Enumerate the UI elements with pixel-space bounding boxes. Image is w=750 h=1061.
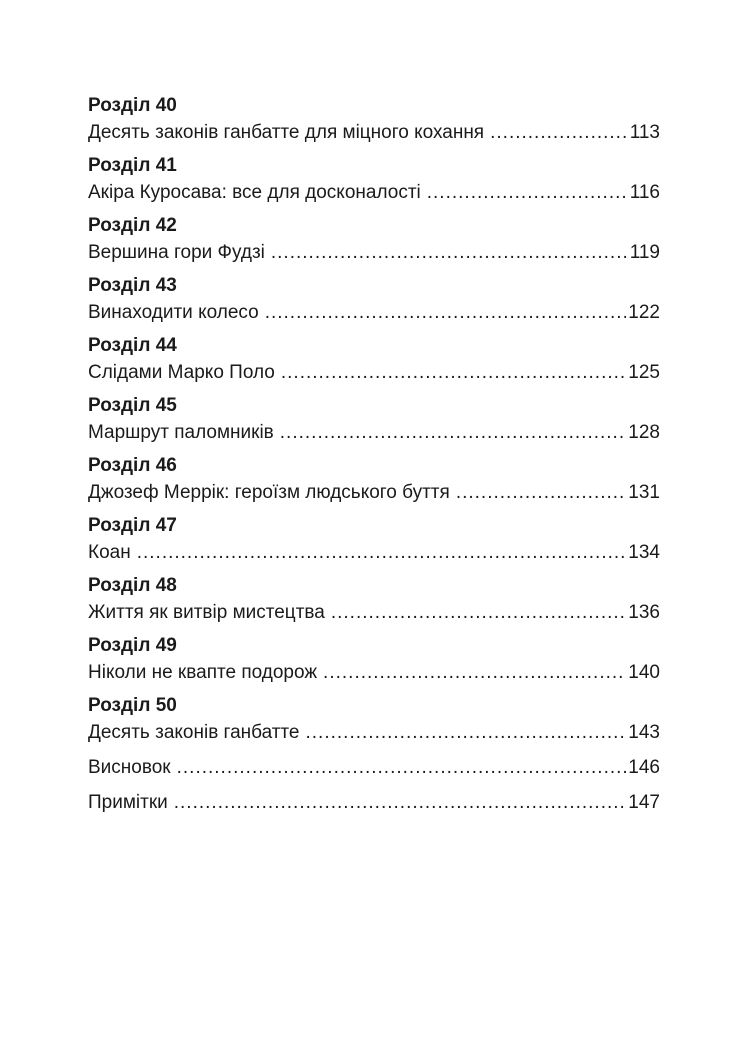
entry-title: Десять законів ганбатте для міцного кохання [88, 122, 485, 143]
chapter-heading: Розділ 45 [88, 395, 177, 416]
entry-title: Вершина гори Фудзі [88, 242, 265, 263]
toc-entry[interactable] [88, 119, 660, 146]
page-number: 134 [628, 542, 660, 563]
toc-entry[interactable] [88, 239, 660, 266]
page-number: 122 [628, 302, 660, 323]
dot-leader [490, 119, 628, 146]
chapter-heading: Розділ 43 [88, 275, 177, 296]
toc-entry-conclusion[interactable] [88, 754, 660, 781]
page-number: 143 [628, 722, 660, 743]
chapter-heading: Розділ 40 [88, 95, 177, 116]
chapter-heading: Розділ 47 [88, 515, 177, 536]
entry-title: Життя як витвір мистецтва [88, 602, 325, 623]
dot-leader [174, 789, 627, 816]
toc-entry-notes[interactable] [88, 789, 660, 816]
chapter-heading: Розділ 46 [88, 455, 177, 476]
chapter-heading: Розділ 48 [88, 575, 177, 596]
page-number: 147 [628, 792, 660, 813]
entry-title: Висновок [88, 757, 171, 778]
chapter-heading: Розділ 41 [88, 155, 177, 176]
dot-leader [427, 179, 628, 206]
toc-chapter-41 [88, 152, 660, 206]
chapter-heading: Розділ 44 [88, 335, 177, 356]
entry-title: Винаходити колесо [88, 302, 259, 323]
entry-title: Маршрут паломників [88, 422, 274, 443]
page-number: 116 [629, 182, 660, 203]
dot-leader [456, 479, 626, 506]
entry-title: Акіра Куросава: все для досконалості [88, 182, 421, 203]
dot-leader [265, 299, 627, 326]
chapter-heading: Розділ 42 [88, 215, 177, 236]
table-of-contents [88, 92, 660, 824]
dot-leader [281, 359, 626, 386]
toc-chapter-45 [88, 392, 660, 446]
entry-title: Джозеф Меррік: героїзм людського буття [88, 482, 450, 503]
toc-chapter-46 [88, 452, 660, 506]
toc-entry[interactable] [88, 299, 660, 326]
page-number: 113 [629, 122, 660, 143]
toc-chapter-40 [88, 92, 660, 146]
page-number: 140 [628, 662, 660, 683]
page-number: 119 [629, 242, 660, 263]
toc-chapter-50 [88, 692, 660, 746]
page-number: 146 [628, 757, 660, 778]
dot-leader [331, 599, 626, 626]
toc-chapter-49 [88, 632, 660, 686]
dot-leader [137, 539, 627, 566]
page-number: 128 [628, 422, 660, 443]
entry-title: Примітки [88, 792, 168, 813]
toc-entry[interactable] [88, 659, 660, 686]
toc-chapter-42 [88, 212, 660, 266]
entry-title: Десять законів ганбатте [88, 722, 300, 743]
chapter-heading: Розділ 49 [88, 635, 177, 656]
dot-leader [177, 754, 627, 781]
dot-leader [280, 419, 627, 446]
chapter-heading: Розділ 50 [88, 695, 177, 716]
entry-title: Слідами Марко Поло [88, 362, 275, 383]
toc-entry[interactable] [88, 539, 660, 566]
dot-leader [323, 659, 626, 686]
toc-entry[interactable] [88, 179, 660, 206]
toc-entry[interactable] [88, 719, 660, 746]
toc-entry[interactable] [88, 419, 660, 446]
toc-entry[interactable] [88, 599, 660, 626]
entry-title: Ніколи не квапте подорож [88, 662, 318, 683]
dot-leader [271, 239, 628, 266]
toc-entry[interactable] [88, 359, 660, 386]
entry-title: Коан [88, 542, 131, 563]
page-number: 125 [628, 362, 660, 383]
toc-chapter-47 [88, 512, 660, 566]
dot-leader [306, 719, 627, 746]
toc-chapter-48 [88, 572, 660, 626]
toc-entry[interactable] [88, 479, 660, 506]
toc-chapter-43 [88, 272, 660, 326]
toc-chapter-44 [88, 332, 660, 386]
page-number: 136 [628, 602, 660, 623]
page-number: 131 [628, 482, 660, 503]
